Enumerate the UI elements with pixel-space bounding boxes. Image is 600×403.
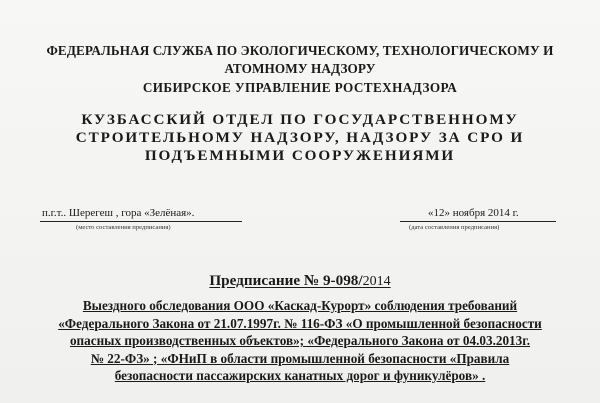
- department-name-line-3: ПОДЪЕМНЫМИ СООРУЖЕНИЯМИ: [144, 147, 456, 164]
- order-title-text: Предписание № 9-098/: [209, 272, 363, 289]
- subject-line-1: Выездного обследования ООО «Каскад-Курорт» соблюдения требований: [82, 298, 518, 313]
- department-name-line-1: КУЗБАССКИЙ ОТДЕЛ ПО ГОСУДАРСТВЕННОМУ: [81, 111, 519, 128]
- subject-line-2: «Федерального Закона от 21.07.1997г. № 116-ФЗ «О промышленной безопасности: [58, 315, 542, 331]
- place-caption: (место составления предписания): [76, 224, 171, 231]
- order-year: 2014: [362, 274, 391, 289]
- department-name-line-2: СТРОИТЕЛЬНОМУ НАДЗОРУ, НАДЗОРУ ЗА СРО И: [75, 129, 525, 146]
- date-caption: (дата составления предписания): [409, 224, 500, 231]
- regional-office-name: СИБИРСКОЕ УПРАВЛЕНИЕ РОСТЕХНАДЗОРА: [142, 80, 458, 95]
- subject-line-3: опасных производственных объектов»; «Федерального Закона от 04.03.2013г.: [69, 333, 531, 348]
- date-underline: [400, 221, 556, 222]
- order-title: [0, 272, 600, 290]
- agency-name-line-2: АТОМНОМУ НАДЗОРУ: [224, 61, 376, 76]
- place-value: п.г.т.. Шерегеш , гора «Зелёная».: [42, 207, 195, 219]
- agency-name: [0, 42, 600, 78]
- subject-line-4: № 22-ФЗ» ; «ФНиП в области промышленной безопасности «Правила: [90, 350, 510, 366]
- subject-line-5: безопасности пассажирских канатных дорог и фуникулёров» .: [114, 368, 486, 383]
- order-subject: [0, 297, 600, 385]
- date-value: «12» ноября 2014 г.: [428, 207, 519, 219]
- department-name: [0, 111, 600, 165]
- place-underline: [40, 221, 242, 222]
- agency-name-line-1: ФЕДЕРАЛЬНАЯ СЛУЖБА ПО ЭКОЛОГИЧЕСКОМУ, ТЕХНОЛОГИЧЕСКОМУ И: [46, 43, 554, 58]
